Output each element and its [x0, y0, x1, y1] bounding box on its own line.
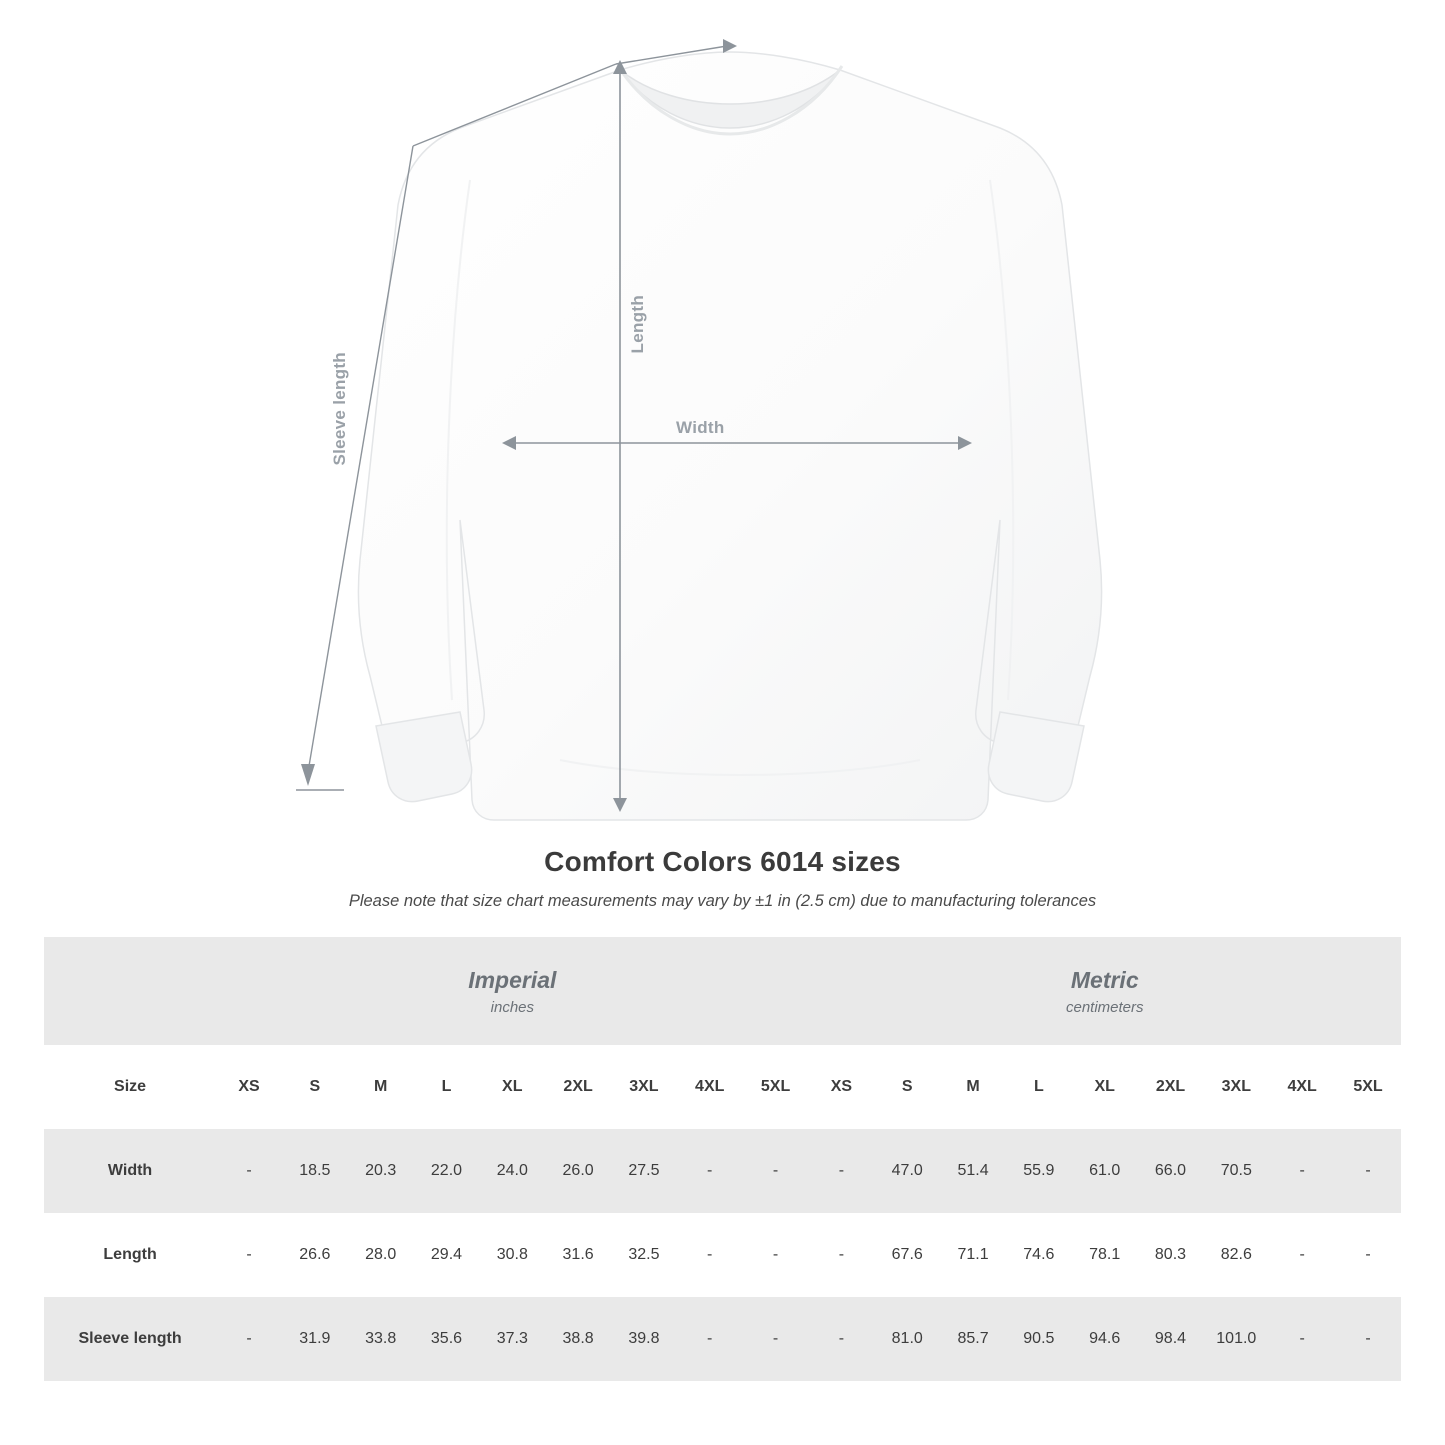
measurement-cell-imperial: 32.5: [611, 1213, 677, 1297]
size-header-cell: L: [414, 1045, 480, 1129]
size-header-cell: S: [282, 1045, 348, 1129]
measurement-cell-imperial: -: [677, 1213, 743, 1297]
size-header-cell: XL: [479, 1045, 545, 1129]
measurement-cell-metric: -: [809, 1297, 875, 1381]
measurement-cell-imperial: -: [216, 1129, 282, 1213]
unit-header-metric: [809, 937, 1401, 1045]
size-header-cell: XL: [1072, 1045, 1138, 1129]
size-header-cell: 4XL: [677, 1045, 743, 1129]
page-title: Comfort Colors 6014 sizes: [544, 846, 901, 877]
table-row: [44, 1213, 1401, 1297]
measurement-cell-imperial: 27.5: [611, 1129, 677, 1213]
measurement-cell-metric: 80.3: [1138, 1213, 1204, 1297]
measurement-cell-metric: -: [1269, 1297, 1335, 1381]
measurement-cell-imperial: 30.8: [479, 1213, 545, 1297]
sleeve-length-label: Sleeve length: [330, 352, 349, 466]
measurement-cell-imperial: 26.6: [282, 1213, 348, 1297]
measurement-cell-imperial: 38.8: [545, 1297, 611, 1381]
size-header-row: [44, 1045, 1401, 1129]
measurement-cell-imperial: -: [743, 1213, 809, 1297]
size-header-cell: XS: [809, 1045, 875, 1129]
measurement-cell-metric: -: [809, 1129, 875, 1213]
size-header-cell: M: [348, 1045, 414, 1129]
width-label: Width: [676, 418, 725, 437]
measurement-cell-imperial: 39.8: [611, 1297, 677, 1381]
measurement-cell-metric: -: [1335, 1129, 1401, 1213]
size-header-cell: L: [1006, 1045, 1072, 1129]
size-header-cell: M: [940, 1045, 1006, 1129]
measurement-cell-metric: 85.7: [940, 1297, 1006, 1381]
size-header-cell: 3XL: [611, 1045, 677, 1129]
size-table: [44, 937, 1401, 1381]
size-header-cell: 2XL: [545, 1045, 611, 1129]
unit-name: Metric: [1070, 967, 1139, 994]
measurement-cell-imperial: 31.6: [545, 1213, 611, 1297]
tolerance-note: Please note that size chart measurements may vary by ±1 in (2.5 cm) due to manufacturing tolerances: [348, 892, 1097, 910]
size-column-header: Size: [44, 1045, 216, 1129]
measurement-cell-metric: -: [1269, 1129, 1335, 1213]
row-label: Length: [44, 1213, 216, 1297]
unit-subtitle: inches: [490, 998, 534, 1016]
unit-header-imperial: [216, 937, 808, 1045]
size-table-wrapper: [44, 937, 1401, 1381]
row-label: Width: [44, 1129, 216, 1213]
measurement-cell-metric: 61.0: [1072, 1129, 1138, 1213]
table-row: [44, 1297, 1401, 1381]
measurement-cell-imperial: 24.0: [479, 1129, 545, 1213]
measurement-cell-metric: 98.4: [1138, 1297, 1204, 1381]
measurement-cell-metric: 101.0: [1203, 1297, 1269, 1381]
size-header-cell: 2XL: [1138, 1045, 1204, 1129]
measurement-cell-metric: -: [1335, 1213, 1401, 1297]
right-cuff: [988, 712, 1084, 802]
measurement-cell-imperial: -: [743, 1129, 809, 1213]
size-header-cell: 3XL: [1203, 1045, 1269, 1129]
measurement-cell-metric: 55.9: [1006, 1129, 1072, 1213]
measurement-cell-metric: 94.6: [1072, 1297, 1138, 1381]
measurement-cell-imperial: -: [216, 1213, 282, 1297]
size-header-cell: 5XL: [1335, 1045, 1401, 1129]
measurement-cell-imperial: 22.0: [414, 1129, 480, 1213]
unit-name: Imperial: [468, 967, 557, 994]
measurement-cell-imperial: -: [677, 1129, 743, 1213]
measurement-cell-metric: 74.6: [1006, 1213, 1072, 1297]
measurement-cell-imperial: 37.3: [479, 1297, 545, 1381]
heading-block: [0, 846, 1445, 911]
size-header-cell: S: [874, 1045, 940, 1129]
measurement-cell-metric: 51.4: [940, 1129, 1006, 1213]
measurement-cell-imperial: 33.8: [348, 1297, 414, 1381]
measurement-cell-metric: -: [1335, 1297, 1401, 1381]
length-label: Length: [628, 295, 647, 354]
measurement-cell-metric: 82.6: [1203, 1213, 1269, 1297]
unit-subtitle: centimeters: [1065, 998, 1144, 1016]
measurement-cell-metric: 47.0: [874, 1129, 940, 1213]
measurement-cell-metric: 67.6: [874, 1213, 940, 1297]
size-header-cell: 4XL: [1269, 1045, 1335, 1129]
table-row: [44, 1129, 1401, 1213]
measurement-cell-metric: 71.1: [940, 1213, 1006, 1297]
measurement-cell-metric: 78.1: [1072, 1213, 1138, 1297]
left-cuff: [376, 712, 472, 802]
size-header-cell: 5XL: [743, 1045, 809, 1129]
measurement-cell-imperial: -: [677, 1297, 743, 1381]
measurement-cell-metric: 90.5: [1006, 1297, 1072, 1381]
measurement-cell-imperial: -: [743, 1297, 809, 1381]
measurement-cell-metric: -: [809, 1213, 875, 1297]
measurement-cell-imperial: 29.4: [414, 1213, 480, 1297]
measurement-cell-metric: -: [1269, 1213, 1335, 1297]
measurement-cell-imperial: 26.0: [545, 1129, 611, 1213]
measurement-cell-metric: 81.0: [874, 1297, 940, 1381]
measurement-cell-imperial: 35.6: [414, 1297, 480, 1381]
measurement-cell-metric: 70.5: [1203, 1129, 1269, 1213]
measurement-cell-imperial: -: [216, 1297, 282, 1381]
measurement-cell-imperial: 31.9: [282, 1297, 348, 1381]
size-header-cell: XS: [216, 1045, 282, 1129]
measurement-cell-imperial: 18.5: [282, 1129, 348, 1213]
measurement-cell-metric: 66.0: [1138, 1129, 1204, 1213]
unit-header-spacer: [44, 937, 216, 1045]
measurement-cell-imperial: 28.0: [348, 1213, 414, 1297]
measurement-cell-imperial: 20.3: [348, 1129, 414, 1213]
unit-header-row: [44, 937, 1401, 1045]
row-label: Sleeve length: [44, 1297, 216, 1381]
